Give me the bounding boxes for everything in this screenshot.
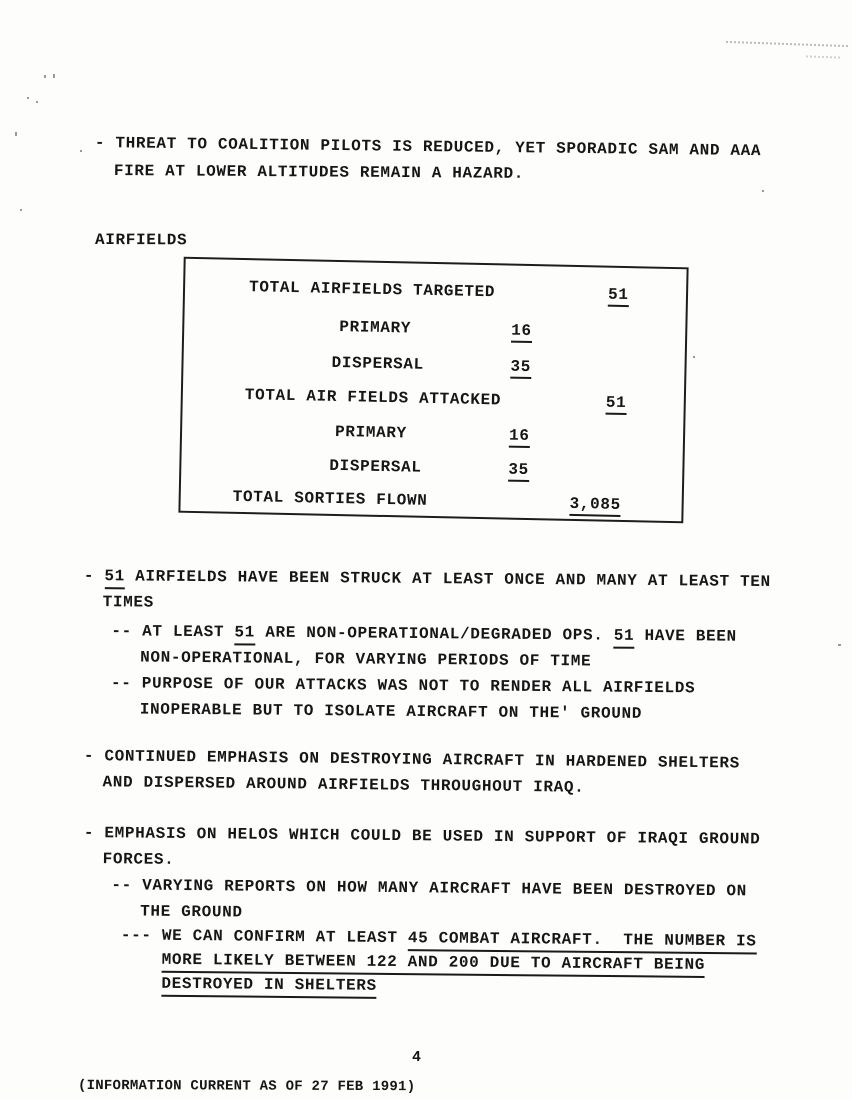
intro-bullet-line-2: FIRE AT LOWER ALTITUDES REMAIN A HAZARD. (113, 161, 525, 183)
bullet-airfields-struck (83, 566, 784, 732)
scan-speck (36, 101, 38, 103)
stat-row-primary (184, 315, 685, 349)
scan-speck (20, 209, 22, 211)
bullet-line: AND DISPERSED AROUND AIRFIELDS THROUGHOUT IRAQ. (102, 773, 585, 797)
intro-bullet-line-1: - THREAT TO COALITION PILOTS IS REDUCED, YET SPORADIC SAM AND AAA (94, 133, 762, 161)
scan-speck (44, 75, 46, 78)
stat-label: TOTAL AIRFIELDS TARGETED (248, 278, 496, 302)
underlined-text: MORE LIKELY BETWEEN 122 AND 200 DUE TO AIRCRAFT BEING (162, 951, 706, 978)
stat-value: 35 (510, 358, 531, 379)
bullet-line: - EMPHASIS ON HELOS WHICH COULD BE USED IN SUPPORT OF IRAQI GROUND (83, 823, 761, 849)
stat-value: 16 (511, 322, 532, 343)
bullet-text: -- AT LEAST (111, 622, 235, 642)
footer-info-current: (INFORMATION CURRENT AS OF 27 FEB 1991) (77, 1078, 416, 1096)
underlined-value: 51 (234, 623, 255, 645)
stat-row-dispersal (183, 351, 684, 385)
scan-smudge (726, 41, 848, 47)
stat-label: TOTAL SORTIES FLOWN (232, 487, 428, 510)
underlined-text: 45 COMBAT AIRCRAFT. THE NUMBER IS (408, 929, 757, 954)
bullet-helos-emphasis (82, 823, 784, 1010)
stat-label: DISPERSAL (329, 456, 422, 477)
stat-label: PRIMARY (334, 422, 408, 443)
stat-value: 51 (608, 286, 629, 307)
scan-speck (693, 356, 695, 358)
airfield-stats-box (178, 257, 688, 524)
scan-speck (53, 74, 55, 78)
page-number: 4 (412, 1049, 422, 1066)
stat-value: 51 (606, 394, 627, 415)
sub-sub-bullet-line (162, 950, 706, 975)
stat-row-total-sorties (180, 487, 681, 521)
sub-bullet-line: -- PURPOSE OF OUR ATTACKS WAS NOT TO RENDER ALL AIRFIELDS (110, 674, 696, 698)
bullet-hardened-shelters (83, 746, 784, 814)
bullet-line: TIMES (102, 593, 155, 612)
stat-label: PRIMARY (339, 318, 412, 338)
bullet-dash: - (83, 566, 105, 586)
underlined-value: 51 (614, 627, 635, 649)
stat-label: TOTAL AIR FIELDS ATTACKED (244, 386, 502, 410)
stat-row-total-attacked (183, 385, 684, 419)
scan-smudge (806, 55, 840, 58)
bullet-text: HAVE BEEN (634, 626, 737, 646)
stat-row-dispersal (181, 454, 682, 488)
bullet-line: - CONTINUED EMPHASIS ON DESTROYING AIRCRAFT IN HARDENED SHELTERS (83, 746, 741, 773)
sub-bullet-line: -- VARYING REPORTS ON HOW MANY AIRCRAFT HAVE BEEN DESTROYED ON (111, 876, 748, 901)
bullet-line (84, 566, 771, 592)
sub-bullet-line (111, 621, 737, 646)
scan-speck (80, 150, 82, 152)
sub-sub-bullet-line (161, 974, 376, 996)
bullet-text: ARE NON-OPERATIONAL/DEGRADED OPS. (254, 623, 614, 645)
stat-row-primary (182, 420, 683, 454)
scan-speck (838, 644, 841, 646)
scan-speck (762, 190, 764, 192)
sub-bullet-line: INOPERABLE BUT TO ISOLATE AIRCRAFT ON THE' GROUND (139, 700, 643, 723)
scan-speck (27, 97, 29, 99)
sub-bullet-line: NON-OPERATIONAL, FOR VARYING PERIODS OF TIME (140, 648, 592, 671)
stat-value: 3,085 (569, 495, 621, 517)
scan-speck (15, 132, 17, 136)
underlined-value: 51 (104, 567, 125, 589)
bullet-text: --- WE CAN CONFIRM AT LEAST (120, 926, 409, 948)
stat-value: 35 (508, 461, 529, 482)
stat-row-total-targeted (185, 277, 686, 311)
stat-label: DISPERSAL (331, 353, 424, 374)
section-heading-airfields: AIRFIELDS (94, 231, 188, 250)
bullet-line: FORCES. (102, 850, 175, 869)
sub-bullet-line: THE GROUND (140, 902, 243, 922)
underlined-text: DESTROYED IN SHELTERS (161, 975, 376, 999)
bullet-text: AIRFIELDS HAVE BEEN STRUCK AT LEAST ONCE AND MANY AT LEAST TEN (124, 567, 771, 591)
stat-value: 16 (509, 427, 530, 448)
sub-sub-bullet-line (121, 925, 757, 951)
